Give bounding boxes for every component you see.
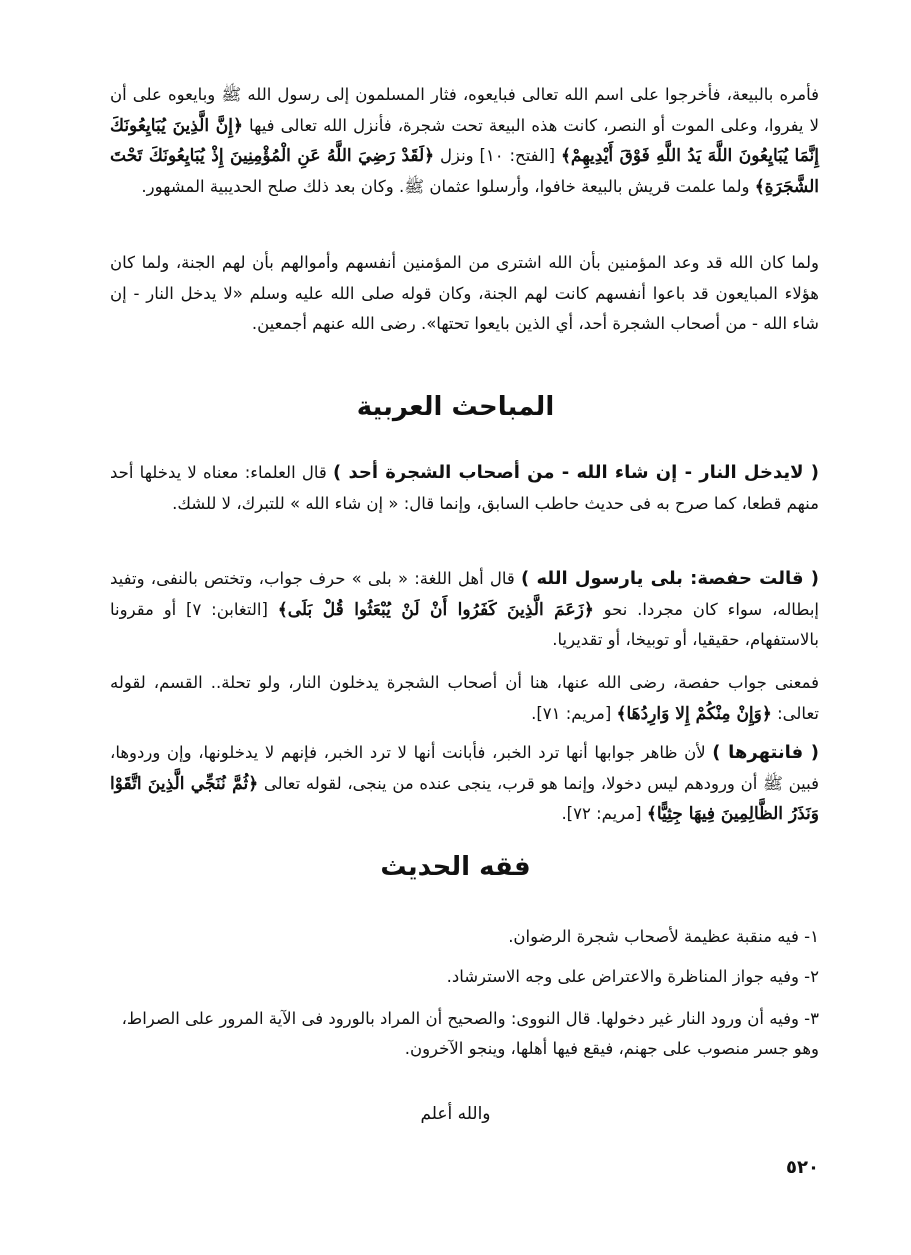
explanation-paragraph-2 xyxy=(110,564,819,656)
narrative-paragraph-promise: ولما كان الله قد وعد المؤمنين بأن الله اشترى من المؤمنين أنفسهم وأموالهم بأن لهم الجنة، ولما كان هؤلاء المبايعون قد باعوا أنفسهم كانت لهم الجنة، وكان قوله صلى الله عليه وسلم «لا يدخل النار - إن شاء الله - من أصحاب الشجرة أحد، أي الذين بايعوا تحتها». رضى الله عنهم أجمعين. xyxy=(110,253,819,333)
text-segment: فمعنى جواب حفصة، رضى الله عنها، هنا أن أصحاب الشجرة يدخلون النار، ولو تحلة.. القسم، لقوله تعالى: xyxy=(110,673,819,723)
quran-verse: ﴿لَقَدْ رَضِيَ اللَّهُ عَنِ الْمُؤْمِنِينَ إِذْ يُبَايِعُونَكَ تَحْتَ الشَّجَرَةِ﴾ xyxy=(110,146,819,197)
text-segment: [الفتح: ١٠] ونزل xyxy=(434,146,561,165)
quran-verse: ﴿زَعَمَ الَّذِينَ كَفَرُوا أَنْ لَنْ يُبْعَثُوا قُلْ بَلَى﴾ xyxy=(277,599,594,620)
text-segment: [مريم: ٧٢]. xyxy=(561,804,647,823)
text-segment: ولما علمت قريش بالبيعة خافوا، وأرسلوا عثمان ﷺ. وكان بعد ذلك صلح الحديبية المشهور. xyxy=(141,176,755,196)
fiqh-item-3: ٣- وفيه أن ورود النار غير دخولها. قال النووى: والصحيح أن المراد بالورود فى الآية المرور على الصراط، وهو جسر منصوب على جهنم، فيقع فيها أهلها، وينجو الآخرون. xyxy=(121,1009,819,1058)
text-segment: فأمره بالبيعة، فأخرجوا على اسم الله تعالى فبايعوه، فثار المسلمون إلى رسول الله ﷺ وبايعوه على أن لا يفروا، وعلى الموت أو النصر، كانت هذه البيعة تحت شجرة، فأنزل الله تعالى فيها xyxy=(110,85,819,135)
closing-phrase: والله أعلم xyxy=(420,1104,491,1124)
quran-verse: ﴿وَإِنْ مِنْكُمْ إِلا وَارِدُهَا﴾ xyxy=(616,703,772,724)
narrative-paragraph-bay'ah xyxy=(110,80,819,202)
quran-verse: ﴿ثُمَّ نُنَجِّي الَّذِينَ اتَّقَوْا وَنَذَرُ الظَّالِمِينَ فِيهَا جِثِيًّا﴾ xyxy=(110,773,819,824)
text-segment: [التغابن: ٧] أو مقرونا بالاستفهام، حقيقيا، أو توبيخا، أو تقديريا. xyxy=(110,599,819,649)
section-heading-fiqh: فقه الحديث xyxy=(380,852,531,882)
text-segment: [مريم: ٧١]. xyxy=(531,703,617,723)
explanation-paragraph-1 xyxy=(110,458,819,519)
hadith-phrase: ( لايدخل النار - إن شاء الله - من أصحاب الشجرة أحد ) xyxy=(333,462,819,483)
fiqh-item-1: ١- فيه منقبة عظيمة لأصحاب شجرة الرضوان. xyxy=(508,927,819,946)
explanation-paragraph-3 xyxy=(110,668,819,729)
page-number: ٥٢٠ xyxy=(786,1157,819,1178)
quran-verse: ﴿إِنَّ الَّذِينَ يُبَايِعُونَكَ إِنَّمَا يُبَايِعُونَ اللَّهَ يَدُ اللَّهِ فَوْقَ أَيْدِيهِمْ﴾ xyxy=(110,115,819,166)
fiqh-item-2: ٢- وفيه جواز المناظرة والاعتراض على وجه الاسترشاد. xyxy=(446,967,819,986)
text-segment: قال أهل اللغة: « بلى » حرف جواب، وتختص بالنفى، وتفيد إبطاله، سواء كان مجردا. نحو xyxy=(110,569,820,619)
text-segment: قال العلماء: معناه لا يدخلها أحد منهم قطعا، كما صرح به فى حديث حاطب السابق، وإنما قال: « إن شاء الله » للتبرك، لا للشك. xyxy=(110,463,819,513)
hadith-phrase: ( فانتهرها ) xyxy=(712,742,819,763)
section-heading-arabic-studies: المباحث العربية xyxy=(356,392,555,422)
hadith-phrase: ( قالت حفصة: بلى يارسول الله ) xyxy=(521,568,819,589)
explanation-paragraph-4 xyxy=(110,738,819,830)
text-segment: لأن ظاهر جوابها أنها ترد الخبر، فأبانت أنها لا ترد الخبر، فإنهم لا يدخلونها، وإن وردوها، فبين ﷺ أن ورودهم ليس دخولا، وإنما هو قرب، ينجى عنده من ينجى، لقوله تعالى xyxy=(110,743,820,793)
